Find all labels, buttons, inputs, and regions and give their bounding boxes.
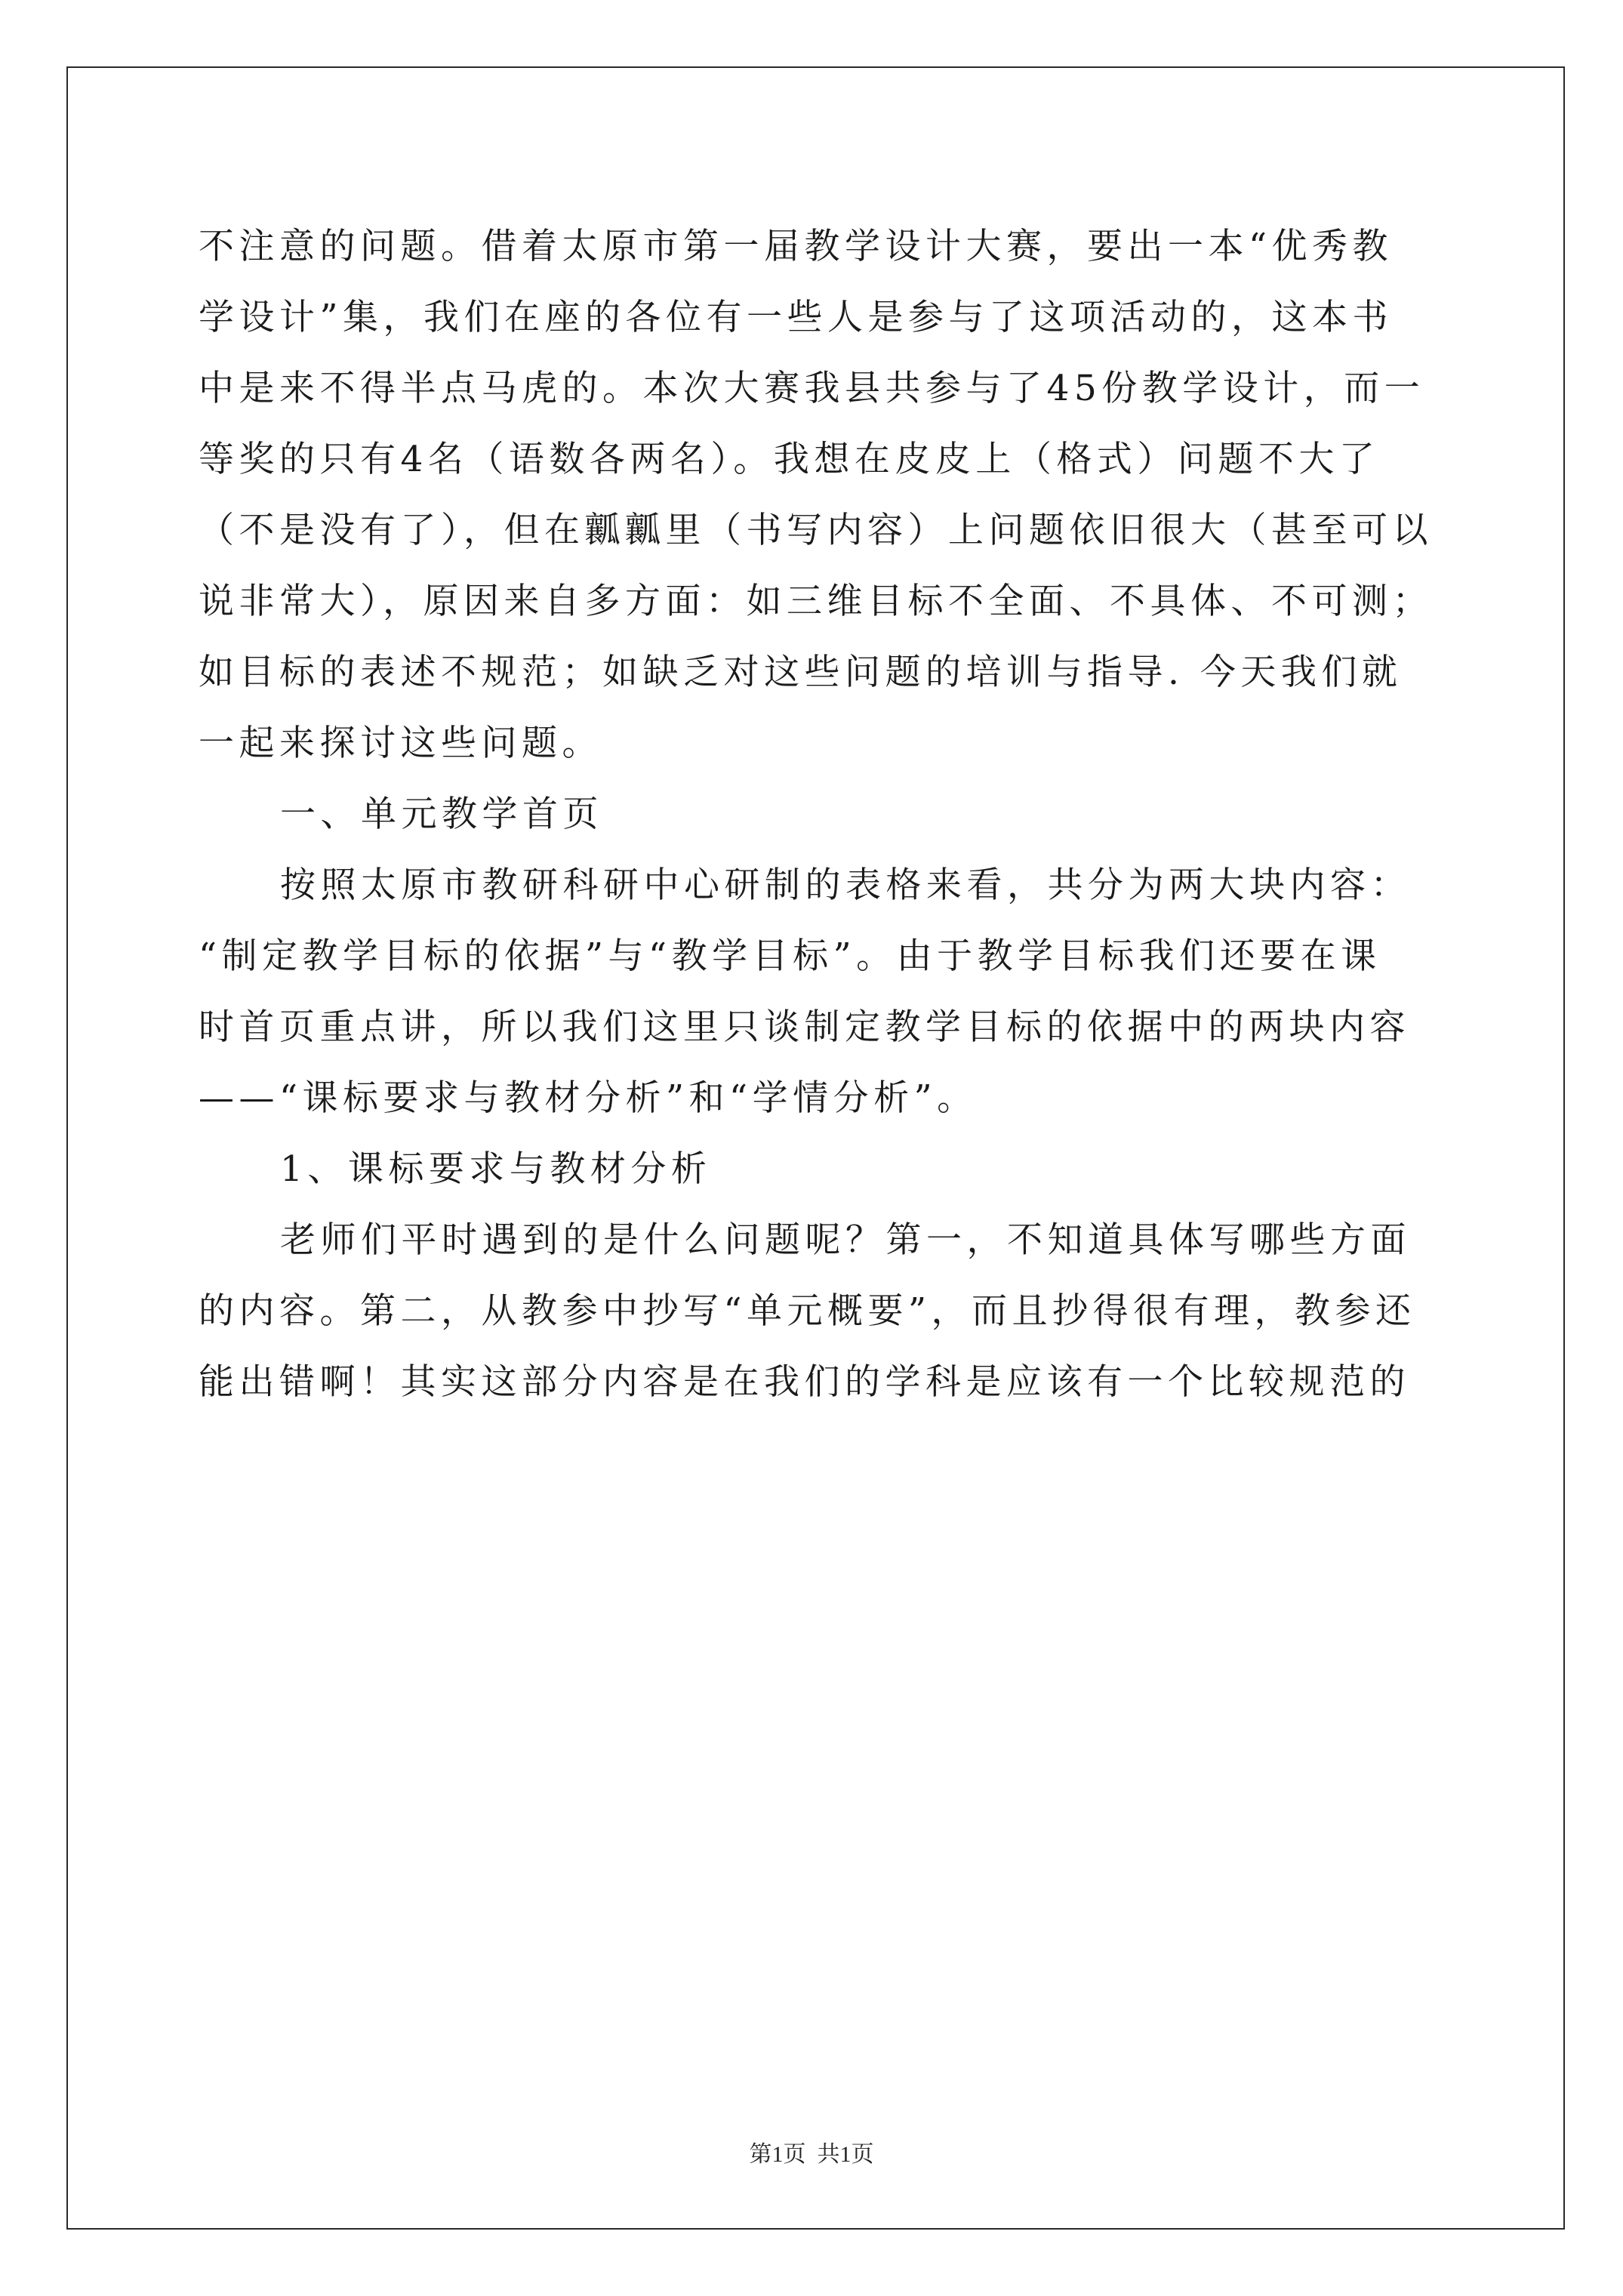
text-line: 能出错啊！其实这部分内容是在我们的学科是应该有一个比较规范的 <box>199 1361 1410 1403</box>
text-line: 说非常大），原因来自多方面：如三维目标不全面、不具体、不可测； <box>199 581 1433 622</box>
text-line: 学设计”集，我们在座的各位有一些人是参与了这项活动的，这本书 <box>199 297 1394 338</box>
text-line: 时首页重点讲，所以我们这里只谈制定教学目标的依据中的两块内容 <box>199 1006 1410 1048</box>
paragraph-start-line: 老师们平时遇到的是什么问题呢？第一，不知道具体写哪些方面 <box>280 1219 1411 1261</box>
subsection-heading: 1、课标要求与教材分析 <box>280 1148 712 1190</box>
text-line: 的内容。第二，从教参中抄写“单元概要”，而且抄得很有理，教参还 <box>199 1290 1416 1332</box>
text-line: ——“课标要求与教材分析”和“学情分析”。 <box>199 1077 978 1119</box>
text-line: 一起来探讨这些问题。 <box>199 723 602 764</box>
text-line: 不注意的问题。借着太原市第一届教学设计大赛，要出一本“优秀教 <box>199 226 1394 267</box>
paragraph-start-line: 按照太原市教研科研中心研制的表格来看，共分为两大块内容： <box>280 864 1411 906</box>
text-line: （不是没有了），但在瓤瓤里（书写内容）上问题依旧很大（甚至可以 <box>199 510 1433 551</box>
text-line: “制定教学目标的依据”与“教学目标”。由于教学目标我们还要在课 <box>199 935 1381 977</box>
text-line: 如目标的表述不规范；如缺乏对这些问题的培训与指导. 今天我们就 <box>199 652 1403 693</box>
page-footer: 第1页 共1页 <box>749 2142 874 2167</box>
text-line: 中是来不得半点马虎的。本次大赛我县共参与了45份教学设计，而一 <box>199 368 1425 409</box>
text-line: 等奖的只有4名（语数各两名）。我想在皮皮上（格式）问题不大了 <box>199 439 1380 480</box>
document-body <box>199 211 1437 1418</box>
section-heading: 一、单元教学首页 <box>280 794 603 835</box>
